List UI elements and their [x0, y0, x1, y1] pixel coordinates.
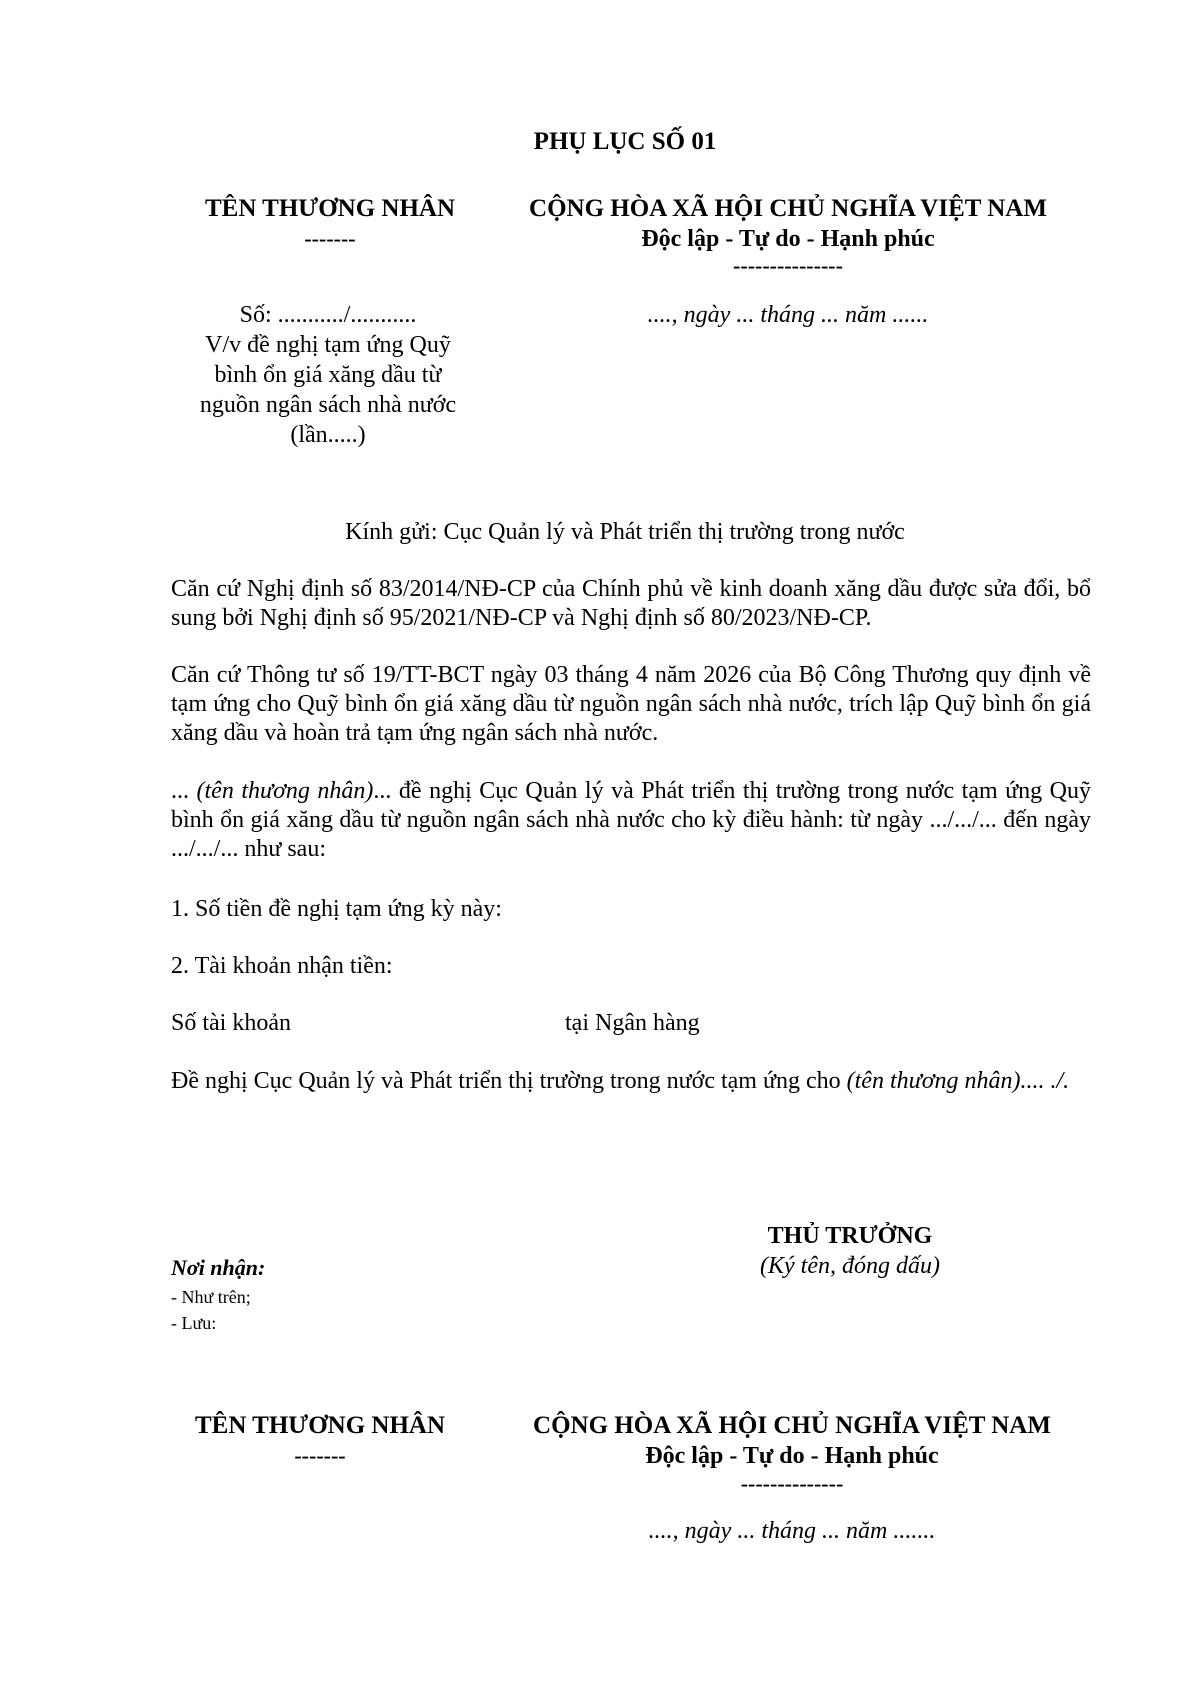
merchant-name: TÊN THƯƠNG NHÂN	[204, 195, 456, 222]
motto-dashes-2: --------------	[740, 1471, 844, 1496]
country-name-2: CỘNG HÒA XÃ HỘI CHỦ NGHĨA VIỆT NAM	[533, 1412, 1051, 1439]
text-normal: Đề nghị Cục Quản lý và Phát triển thị trường trong nước tạm ứng cho	[171, 1068, 847, 1094]
bank-label: tại Ngân hàng	[565, 1010, 700, 1036]
paragraph-request	[171, 777, 1091, 864]
signature-title: THỦ TRƯỞNG	[767, 1223, 933, 1249]
paragraph-legal-basis-1	[171, 575, 1091, 633]
item-account: 2. Tài khoản nhận tiền:	[171, 953, 393, 979]
appendix-title: PHỤ LỤC SỐ 01	[533, 128, 717, 155]
account-number-label: Số tài khoản	[171, 1010, 291, 1036]
date-line: ...., ngày ... tháng ... năm ......	[647, 302, 929, 328]
merchant-placeholder: (tên thương nhân).... ./.	[846, 1068, 1070, 1094]
signature-note: (Ký tên, đóng dấu)	[760, 1253, 940, 1279]
doc-number-block	[178, 300, 478, 450]
paragraph-text	[171, 777, 1091, 864]
subject-line: bình ổn giá xăng dầu từ	[214, 362, 442, 388]
country-name: CỘNG HÒA XÃ HỘI CHỦ NGHĨA VIỆT NAM	[529, 195, 1047, 222]
recipient-item: - Như trên;	[171, 1287, 251, 1307]
subject-line: V/v đề nghị tạm ứng Quỹ	[205, 332, 451, 358]
motto: Độc lập - Tự do - Hạnh phúc	[641, 226, 935, 252]
doc-number: Số: .........../...........	[239, 302, 417, 328]
text-prefix: ...	[171, 778, 197, 804]
subject-line: (lần.....)	[290, 422, 366, 448]
text-rest: ... đề nghị Cục Quản lý và Phát triển thị trường trong nước tạm ứng Quỹ bình ổn giá xăng dầu từ nguồn ngân sách nhà nước cho kỳ điều hành: từ ngày .../.../... đến ngày .../.../... như sau:	[171, 778, 1092, 862]
paragraph-legal-basis-2	[171, 661, 1091, 748]
item-amount: 1. Số tiền đề nghị tạm ứng kỳ này:	[171, 896, 502, 922]
date-line-2: ...., ngày ... tháng ... năm .......	[648, 1518, 936, 1544]
paragraph-text: Căn cứ Thông tư số 19/TT-BCT ngày 03 tháng 4 năm 2026 của Bộ Công Thương quy định về tạm ứng cho Quỹ bình ổn giá xăng dầu từ nguồn ngân sách nhà nước, trích lập Quỹ bình ổn giá xăng dầu và hoàn trả tạm ứng ngân sách nhà nước.	[171, 662, 1091, 746]
merchant-dashes: -------	[304, 226, 356, 251]
merchant-placeholder: (tên thương nhân)	[196, 778, 374, 804]
recipient-item: - Lưu:	[171, 1313, 217, 1333]
motto-2: Độc lập - Tự do - Hạnh phúc	[645, 1443, 939, 1469]
paragraph-text	[171, 1067, 1091, 1096]
motto-dashes: ---------------	[733, 253, 843, 278]
paragraph-closing	[171, 1067, 1091, 1096]
subject-line: nguồn ngân sách nhà nước	[199, 392, 457, 418]
recipients-title: Nơi nhận:	[171, 1255, 266, 1280]
merchant-name-2: TÊN THƯƠNG NHÂN	[194, 1412, 446, 1439]
recipient-line: Kính gửi: Cục Quản lý và Phát triển thị trường trong nước	[345, 519, 905, 545]
merchant-dashes-2: -------	[294, 1443, 346, 1468]
paragraph-text: Căn cứ Nghị định số 83/2014/NĐ-CP của Chính phủ về kinh doanh xăng dầu được sửa đổi, bổ sung bởi Nghị định số 95/2021/NĐ-CP và Nghị định số 80/2023/NĐ-CP.	[171, 576, 1091, 631]
